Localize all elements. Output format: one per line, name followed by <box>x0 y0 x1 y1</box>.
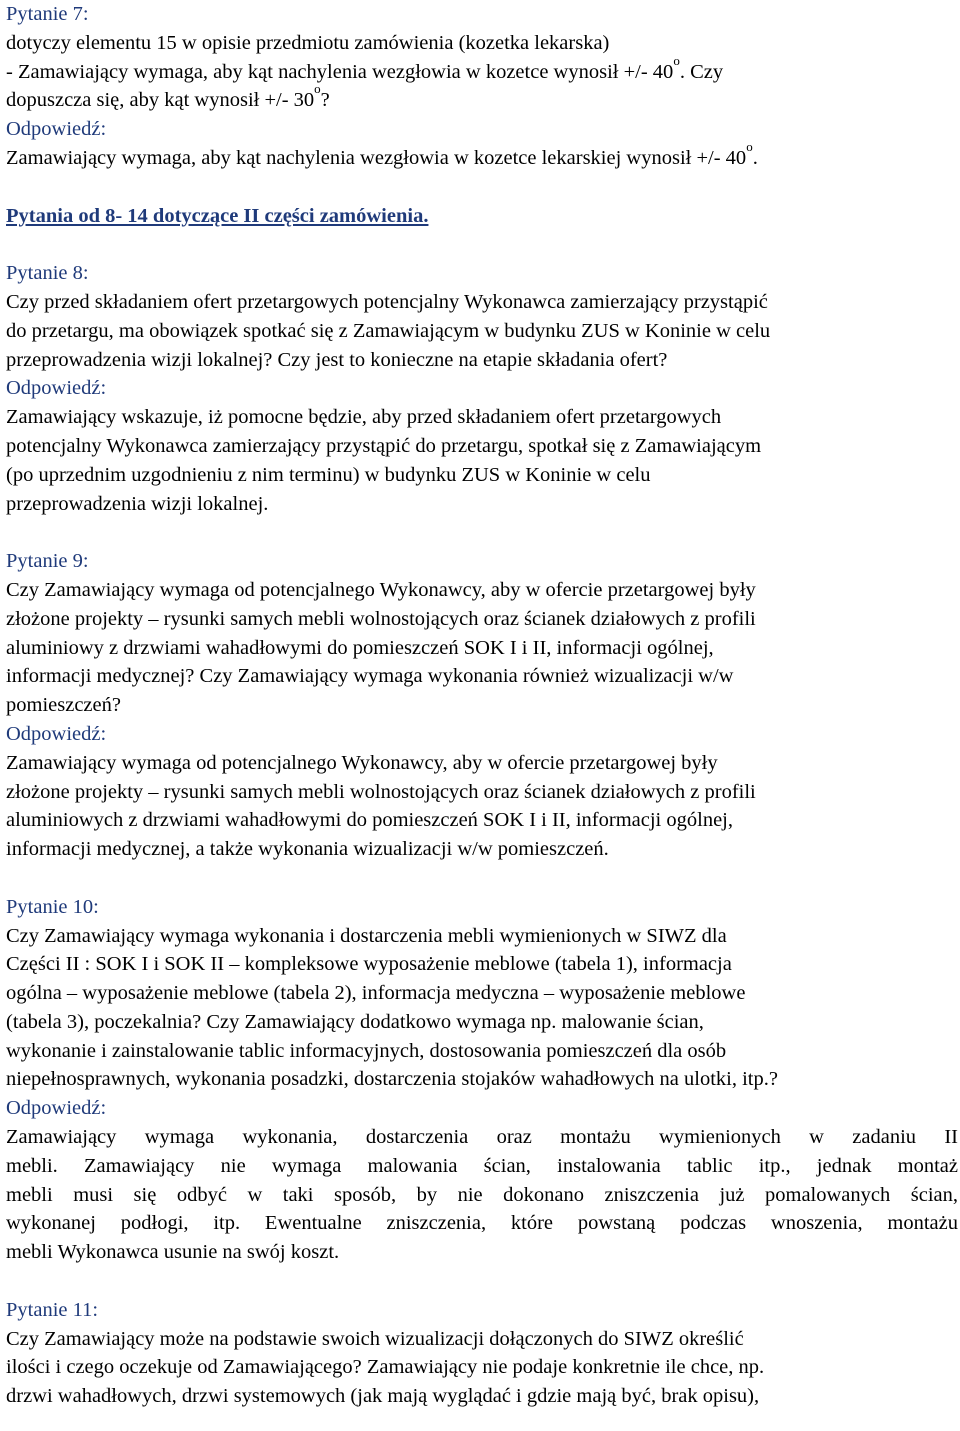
text-fragment: ? <box>320 89 330 112</box>
text-fragment: dopuszcza się, aby kąt wynosił +/- 30 <box>6 89 315 112</box>
question-text-line: Części II : SOK I i SOK II – kompleksowe wyposażenie meblowe (tabela 1), informacja <box>6 953 732 976</box>
question-text-line: niepełnosprawnych, wykonania posadzki, dostarczenia stojaków wahadłowych na ulotki, itp.? <box>6 1068 778 1091</box>
answer-text-line: informacji medycznej, a także wykonania wizualizacji w/w pomieszczeń. <box>6 838 609 861</box>
question-text-line: dotyczy elementu 15 w opisie przedmiotu zamówienia (kozetka lekarska) <box>6 31 610 54</box>
question-text-line: (tabela 3), poczekalnia? Czy Zamawiający dodatkowo wymaga np. malowanie ścian, <box>6 1010 704 1033</box>
answer-text-line: złożone projekty – rysunki samych mebli wolnostojących oraz ścianek działowych z profili <box>6 780 756 803</box>
section-heading: Pytania od 8- 14 dotyczące II części zamówienia. <box>6 204 429 227</box>
text-fragment: - Zamawiający wymaga, aby kąt nachylenia wezgłowia w kozetce wynosił +/- 40 <box>6 60 674 83</box>
question-text-line: Czy przed składaniem ofert przetargowych potencjalny Wykonawca zamierzający przystąpić <box>6 290 768 313</box>
question-text-line: aluminiowy z drzwiami wahadłowymi do pomieszczeń SOK I i II, informacji ogólnej, <box>6 636 714 659</box>
question-11 <box>6 1296 958 1411</box>
answer-text-line <box>6 138 958 173</box>
question-10 <box>6 893 958 1267</box>
question-label: Pytanie 11: <box>6 1298 99 1321</box>
answer-text-line: Zamawiający wymaga od potencjalnego Wykonawcy, aby w ofercie przetargowej były <box>6 751 718 774</box>
answer-label: Odpowiedź: <box>6 118 107 141</box>
answer-text-line: Zamawiający wymaga wykonania, dostarczenia oraz montażu wymienionych w zadaniu II <box>6 1126 958 1149</box>
spacer <box>6 1267 958 1296</box>
degree-superscript: o <box>673 52 680 68</box>
question-text-line: wykonanie i zainstalowanie tablic informacyjnych, dostosowania pomieszczeń dla osób <box>6 1039 727 1062</box>
text-fragment: Zamawiający wymaga, aby kąt nachylenia wezgłowia w kozetce lekarskiej wynosił +/- 40 <box>6 146 747 169</box>
question-label: Pytanie 9: <box>6 550 89 573</box>
answer-text-line: Zamawiający wskazuje, iż pomocne będzie, aby przed składaniem ofert przetargowych <box>6 406 722 429</box>
degree-superscript: o <box>314 81 321 97</box>
document-page <box>6 0 958 1411</box>
spacer <box>6 173 958 202</box>
answer-text-line: mebli. Zamawiający nie wymaga malowania ścian, instalowania tablic itp., jednak montaż <box>6 1154 958 1177</box>
question-text-line: Czy Zamawiający wymaga wykonania i dostarczenia mebli wymienionych w SIWZ dla <box>6 924 727 947</box>
question-label: Pytanie 10: <box>6 895 99 918</box>
question-text-line: ilości i czego oczekuje od Zamawiającego? Zamawiający nie podaje konkretnie ile chce, np. <box>6 1356 765 1379</box>
answer-text-line: mebli musi się odbyć w taki sposób, by nie dokonano zniszczenia już pomalowanych ścian, <box>6 1183 958 1206</box>
answer-text-line: przeprowadzenia wizji lokalnej. <box>6 492 269 515</box>
question-8 <box>6 259 958 518</box>
question-text-line: pomieszczeń? <box>6 694 121 717</box>
answer-label: Odpowiedź: <box>6 377 107 400</box>
question-text-line: Czy Zamawiający może na podstawie swoich wizualizacji dołączonych do SIWZ określić <box>6 1327 744 1350</box>
question-text-line: do przetargu, ma obowiązek spotkać się z Zamawiającym w budynku ZUS w Koninie w celu <box>6 319 771 342</box>
spacer <box>6 518 958 547</box>
question-label: Pytanie 7: <box>6 3 89 25</box>
question-7 <box>6 0 958 173</box>
degree-superscript: o <box>746 138 753 154</box>
answer-text-line: wykonanej podłogi, itp. Ewentualne zniszczenia, które powstaną podczas wnoszenia, montażu <box>6 1212 958 1235</box>
spacer <box>6 230 958 259</box>
answer-text-line: mebli Wykonawca usunie na swój koszt. <box>6 1241 340 1264</box>
question-text-line: drzwi wahadłowych, drzwi systemowych (jak mają wyglądać i gdzie mają być, brak opisu), <box>6 1385 760 1408</box>
answer-text-line: aluminiowych z drzwiami wahadłowymi do pomieszczeń SOK I i II, informacji ogólnej, <box>6 809 733 832</box>
spacer <box>6 864 958 893</box>
question-text-line: złożone projekty – rysunki samych mebli wolnostojących oraz ścianek działowych z profili <box>6 607 756 630</box>
question-9 <box>6 547 958 864</box>
question-text-line <box>6 52 958 87</box>
text-fragment: . <box>752 146 758 169</box>
question-text-line: przeprowadzenia wizji lokalnej? Czy jest to konieczne na etapie składania ofert? <box>6 348 668 371</box>
question-text-line: ogólna – wyposażenie meblowe (tabela 2), informacja medyczna – wyposażenie meblowe <box>6 982 746 1005</box>
answer-text-line: potencjalny Wykonawca zamierzający przystąpić do przetargu, spotkał się z Zamawiającym <box>6 434 762 457</box>
answer-label: Odpowiedź: <box>6 1097 107 1120</box>
question-text-line: informacji medycznej? Czy Zamawiający wymaga wykonania również wizualizacji w/w <box>6 665 734 688</box>
answer-label: Odpowiedź: <box>6 722 107 745</box>
question-text-line: Czy Zamawiający wymaga od potencjalnego Wykonawcy, aby w ofercie przetargowej były <box>6 578 756 601</box>
question-label: Pytanie 8: <box>6 262 89 285</box>
text-fragment: . Czy <box>679 60 724 83</box>
question-text-line <box>6 81 958 115</box>
answer-text-line: (po uprzednim uzgodnieniu z nim terminu) w budynku ZUS w Koninie w celu <box>6 463 651 486</box>
